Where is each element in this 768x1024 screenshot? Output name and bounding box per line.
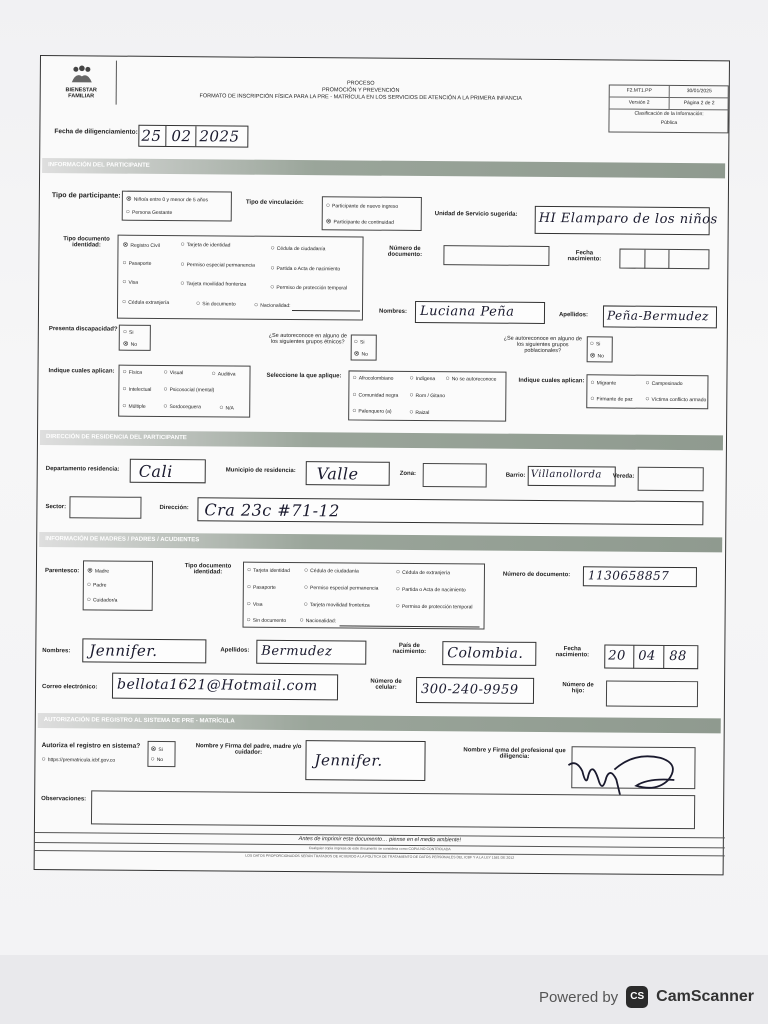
pro-signature-label: Nombre y Firma del profesional que diligencia: xyxy=(463,747,566,760)
doc-partida-nacimiento[interactable]: ○ Partida o Acta de nacimiento xyxy=(270,265,340,273)
participant-doc-number-label: Número de documento: xyxy=(387,245,423,259)
fill-date-day: 25 xyxy=(141,126,162,145)
email-label: Correo electrónico: xyxy=(42,684,98,691)
ethnic-afro[interactable]: ○ Afrocolombiano xyxy=(352,374,393,381)
ethnic-yes-no-group xyxy=(351,334,377,360)
birth-country-value: Colombia. xyxy=(447,645,524,662)
address-value: Cra 23c #71-12 xyxy=(204,500,340,521)
type-child-option[interactable]: ⊗ Niño/a entre 0 y menor de 5 años xyxy=(126,195,208,204)
vereda-label: Vereda: xyxy=(612,473,635,480)
footer-note: Antes de imprimir este documento… piense en el medio ambiente! xyxy=(298,836,462,844)
participant-type-label: Tipo de participante: xyxy=(51,192,121,200)
doc-type-group xyxy=(117,235,364,321)
population-no[interactable]: ⊗ No xyxy=(590,351,604,359)
parent-birth-day: 20 xyxy=(608,648,626,664)
parent-doc-type-group xyxy=(243,562,486,630)
parent-doc-permiso-especial[interactable]: ○ Permiso especial permanencia xyxy=(304,584,379,592)
doc-visa[interactable]: ○ Visa xyxy=(122,279,138,286)
parent-surnames-label: Apellidos: xyxy=(220,647,250,654)
process-name: PROMOCIÓN Y PREVENCIÓN xyxy=(321,87,400,94)
classification-value: Pública xyxy=(660,119,678,127)
parent-nationality-line[interactable] xyxy=(340,625,480,627)
barrio-field[interactable] xyxy=(528,466,616,487)
ethnic-no[interactable]: ⊗ No xyxy=(354,349,368,357)
parent-doc-type-label: Tipo documento identidad: xyxy=(184,563,232,576)
disability-visual[interactable]: ○ Visual xyxy=(163,369,183,376)
participant-birth-label: Fecha nacimiento: xyxy=(567,250,602,263)
kinship-cuidador[interactable]: ○ Cuidador/a xyxy=(87,596,118,603)
footer-copy-note: Cualquier copia impresa de este documento se considera como COPIA NO CONTROLADA xyxy=(308,846,451,852)
disability-group xyxy=(119,325,151,351)
observations-label: Observaciones: xyxy=(41,796,87,803)
nationality-line[interactable] xyxy=(292,310,360,312)
link-type-group xyxy=(322,196,422,231)
fill-date-field[interactable] xyxy=(138,125,248,148)
participant-names-label: Nombres: xyxy=(378,308,408,315)
parent-doc-extranjeria[interactable]: ○ Cédula de extranjería xyxy=(396,569,450,576)
birth-country-field[interactable] xyxy=(442,641,536,666)
link-continuity-option[interactable]: ⊗ Participante de continuidad xyxy=(326,217,394,226)
section-authorization: AUTORIZACIÓN DE REGISTRO AL SISTEMA DE PRE - MATRÍCULA xyxy=(38,713,721,733)
footer-data-policy: LOS DATOS PROPORCIONADOS SERÁN TRATADOS DE ACUERDO A LA POLÍTICA DE TRATAMIENTO DE DATOS PERSONALES DEL ICBF Y A LA LEY 1581 DE 2012 xyxy=(245,853,515,860)
authorize-label: Autoriza el registro en sistema? xyxy=(41,742,141,750)
population-yes-no-group xyxy=(587,336,613,362)
pro-signature-field[interactable] xyxy=(571,746,695,789)
link-new-option[interactable]: ○ Participante de nuevo ingreso xyxy=(326,202,398,210)
population-victima[interactable]: ○ Víctima conflicto armado xyxy=(645,396,706,403)
sector-field[interactable] xyxy=(69,496,141,519)
municipality-field[interactable] xyxy=(306,461,390,486)
vereda-field[interactable] xyxy=(638,467,704,492)
family-logo-icon xyxy=(68,64,94,84)
fill-date-year: 2025 xyxy=(199,127,240,146)
department-field[interactable] xyxy=(130,459,206,484)
parent-surnames-field[interactable] xyxy=(256,640,366,665)
sector-label: Sector: xyxy=(45,504,67,511)
doc-tarjeta-movilidad[interactable]: ○ Tarjeta movilidad fronteriza xyxy=(180,280,246,288)
form-version: Versión 2 xyxy=(610,97,670,109)
disability-sordoceguera[interactable]: ○ Sordoceguera xyxy=(163,403,201,410)
date-divider xyxy=(644,250,645,269)
parent-doc-cedula[interactable]: ○ Cédula de ciudadanía xyxy=(304,567,359,574)
logo-line2: FAMILIAR xyxy=(68,93,95,100)
form-title: FORMATO DE INSCRIPCIÓN FÍSICA PARA LA PRE - MATRÍCULA EN LOS SERVICIOS DE ATENCIÓN A LA PRIMERA INFANCIA xyxy=(199,93,522,102)
disability-auditiva[interactable]: ○ Auditiva xyxy=(211,370,235,377)
disability-which-label: Indique cuales aplican: xyxy=(48,368,115,375)
address-field[interactable] xyxy=(197,497,703,525)
parent-doc-partida[interactable]: ○ Partida o Acta de nacimiento xyxy=(396,586,466,594)
ethnic-comunidad-negra[interactable]: ○ Comunidad negra xyxy=(352,391,398,398)
barrio-value: Villanollorda xyxy=(530,468,602,481)
participant-surnames-label: Apellidos: xyxy=(558,312,589,319)
parent-doc-number-field[interactable] xyxy=(583,566,697,587)
parent-doc-movilidad[interactable]: ○ Tarjeta movilidad fronteriza xyxy=(304,601,370,609)
address-label: Dirección: xyxy=(159,504,189,512)
population-which-label: Indique cuales aplican: xyxy=(518,377,585,385)
email-field[interactable] xyxy=(112,673,338,701)
ethnic-palenquero[interactable]: ○ Palenquero (a) xyxy=(352,407,391,414)
date-divider xyxy=(633,646,634,669)
kinship-padre[interactable]: ○ Padre xyxy=(87,581,107,588)
authorize-group xyxy=(147,741,175,767)
form-code: F2.MT1.PP xyxy=(610,85,670,97)
department-label: Departamento residencia: xyxy=(45,466,120,473)
parent-birth-label: Fecha nacimiento: xyxy=(555,646,590,659)
powered-by-text: Powered by xyxy=(538,988,619,1006)
logo-line1: BIENESTAR xyxy=(65,87,97,94)
population-question: ¿Se autoreconoce en alguno de los siguientes grupos poblacionales? xyxy=(503,335,582,355)
registration-form xyxy=(34,55,730,875)
header-title xyxy=(121,79,601,104)
phone-field[interactable] xyxy=(416,677,534,704)
doc-sin-documento[interactable]: ○ Sin documento xyxy=(196,300,236,307)
parent-doc-proteccion[interactable]: ○ Permiso de protección temporal xyxy=(396,603,473,611)
disability-yes[interactable]: ○ Si xyxy=(123,329,134,336)
parent-birth-field[interactable] xyxy=(604,644,698,669)
phone-label: Número de celular: xyxy=(370,678,402,691)
parent-doc-visa[interactable]: ○ Visa xyxy=(247,601,263,608)
parent-birth-month: 04 xyxy=(638,648,656,664)
parent-nationality-text: Nacionalidad: xyxy=(305,618,337,625)
authorize-no[interactable]: ○ No xyxy=(150,756,163,763)
fill-date-month: 02 xyxy=(171,127,192,146)
camscanner-logo-icon: CS xyxy=(626,986,648,1008)
section-participant: INFORMACIÓN DEL PARTICIPANTE xyxy=(42,158,725,178)
date-divider xyxy=(668,250,669,269)
municipality-value: Valle xyxy=(316,464,359,484)
prematricula-url[interactable]: https://prematricula.icbf.gov.co xyxy=(47,757,116,764)
doc-cedula-ciudadania[interactable]: ○ Cédula de ciudadanía xyxy=(270,245,325,252)
doc-registro-civil[interactable]: ⊗ Registro Civil xyxy=(122,241,159,249)
parent-names-value: Jennifer. xyxy=(89,641,158,660)
population-firmante[interactable]: ○ Firmante de paz xyxy=(590,395,632,402)
doc-permiso-especial[interactable]: ○ Permiso especial permanencia xyxy=(180,261,255,269)
ethnic-question: ¿Se autoreconoce en alguno de los siguientes grupos étnicos? xyxy=(268,332,347,346)
parent-birth-year: 88 xyxy=(669,648,687,665)
ethnic-select-label: Seleccione la que aplique: xyxy=(266,372,342,380)
link-type-label: Tipo de vinculación: xyxy=(245,199,304,207)
child-number-field[interactable] xyxy=(606,680,698,707)
disability-psicosocial[interactable]: ○ Psicosocial (mental) xyxy=(163,386,214,393)
doc-permiso-proteccion[interactable]: ○ Permiso de protección temporal xyxy=(270,284,347,292)
disability-na[interactable]: ○ N/A xyxy=(219,404,234,411)
disability-multiple[interactable]: ○ Múltiple xyxy=(122,403,146,410)
ethnic-none[interactable]: ○ No se autoreconoce xyxy=(445,375,496,382)
participant-names-field[interactable] xyxy=(415,301,545,324)
parent-doc-pasaporte[interactable]: ○ Pasaporte xyxy=(247,584,276,591)
section-parents: INFORMACIÓN DE MADRES / PADRES / ACUDIENTES xyxy=(39,532,722,552)
authorize-yes[interactable]: ⊗ Si xyxy=(151,745,163,753)
ethnic-indigena[interactable]: ○ Indígena xyxy=(409,375,435,382)
department-value: Cali xyxy=(138,461,173,482)
form-date: 30/01/2025 xyxy=(670,86,729,98)
phone-value: 300-240-9959 xyxy=(420,682,519,698)
doc-control-box xyxy=(608,84,728,133)
email-value: bellota1621@Hotmail.com xyxy=(116,676,318,695)
disability-label: Presenta discapacidad? xyxy=(48,326,118,333)
ethnic-rom[interactable]: ○ Rom / Gitano xyxy=(409,392,445,399)
parent-surnames-value: Bermudez xyxy=(261,643,333,660)
participant-surnames-field[interactable] xyxy=(603,305,717,328)
camscanner-brand: CamScanner xyxy=(656,988,754,1005)
barrio-label: Barrio: xyxy=(505,472,526,479)
parent-signature-value: Jennifer. xyxy=(314,751,383,770)
date-divider xyxy=(165,126,166,146)
date-divider xyxy=(195,126,196,146)
disability-intelectual[interactable]: ○ Intelectual xyxy=(122,386,151,393)
population-campesinado[interactable]: ○ Campesinado xyxy=(645,380,682,387)
participant-names-value: Luciana Peña xyxy=(419,303,515,320)
disability-fisica[interactable]: ○ Física xyxy=(122,369,142,376)
fill-date-label: Fecha de diligenciamiento: xyxy=(54,128,138,136)
observations-field[interactable] xyxy=(91,790,695,829)
parent-nationality-label xyxy=(300,617,337,624)
participant-doc-number-field[interactable] xyxy=(443,245,549,266)
kinship-group xyxy=(83,560,153,611)
camscanner-watermark xyxy=(539,982,754,1012)
participant-type-group xyxy=(122,191,232,222)
population-migrante[interactable]: ○ Migrante xyxy=(590,379,616,386)
ethnic-types-group xyxy=(348,370,506,421)
type-pregnant-option[interactable]: ○ Persona Gestante xyxy=(126,209,173,216)
disability-types-group xyxy=(118,365,250,418)
birth-country-label: País de nacimiento: xyxy=(392,642,427,656)
population-yes[interactable]: ○ Si xyxy=(590,340,601,347)
service-unit-label: Unidad de Servicio sugerida: xyxy=(434,211,518,218)
parent-doc-number-value: 1130658857 xyxy=(587,568,670,583)
form-page: Página 2 de 2 xyxy=(670,98,729,110)
nationality-text: Nacionalidad: xyxy=(260,302,291,309)
kinship-label: Parentesco: xyxy=(44,568,80,575)
date-divider xyxy=(663,646,664,669)
service-unit-value: HI Elamparo de los niños xyxy=(538,210,718,228)
nationality-label xyxy=(254,302,291,309)
doc-pasaporte[interactable]: ○ Pasaporte xyxy=(122,260,151,267)
population-types-group xyxy=(586,374,708,409)
parent-signature-label: Nombre y Firma del padre, madre y/o cuidador: xyxy=(195,743,302,756)
parent-signature-field[interactable] xyxy=(305,740,425,781)
ethnic-yes[interactable]: ○ Si xyxy=(354,338,365,345)
section-residence: DIRECCIÓN DE RESIDENCIA DEL PARTICIPANTE xyxy=(40,430,723,450)
doc-tarjeta-identidad[interactable]: ○ Tarjeta de identidad xyxy=(180,241,230,248)
parent-doc-sin[interactable]: ○ Sin documento xyxy=(247,617,287,624)
ethnic-raizal[interactable]: ○ Raizal xyxy=(409,409,429,416)
disability-no[interactable]: ⊗ No xyxy=(123,340,137,348)
zone-field[interactable] xyxy=(423,463,487,488)
municipality-label: Municipio de residencia: xyxy=(225,467,296,475)
parent-doc-tarjeta[interactable]: ○ Tarjeta identidad xyxy=(247,567,290,574)
parent-doc-number-label: Número de documento: xyxy=(502,571,571,579)
child-number-label: Número de hijo: xyxy=(562,682,594,695)
kinship-madre[interactable]: ⊗ Madre xyxy=(87,566,109,574)
participant-surnames-value: Peña-Bermudez xyxy=(606,308,709,324)
parent-names-field[interactable] xyxy=(82,638,206,663)
doc-cedula-extranjeria[interactable]: ○ Cédula extranjería xyxy=(122,299,169,306)
doc-type-label: Tipo documento identidad: xyxy=(63,236,110,249)
service-unit-field[interactable] xyxy=(535,206,718,235)
process-label: PROCESO xyxy=(346,80,375,87)
participant-birth-field[interactable] xyxy=(619,249,709,270)
prematricula-url-text xyxy=(41,756,115,764)
zone-label: Zona: xyxy=(399,470,417,477)
icbf-logo xyxy=(47,60,117,105)
classification-label: Clasificación de la Información: xyxy=(634,110,704,118)
parent-names-label: Nombres: xyxy=(42,648,71,655)
